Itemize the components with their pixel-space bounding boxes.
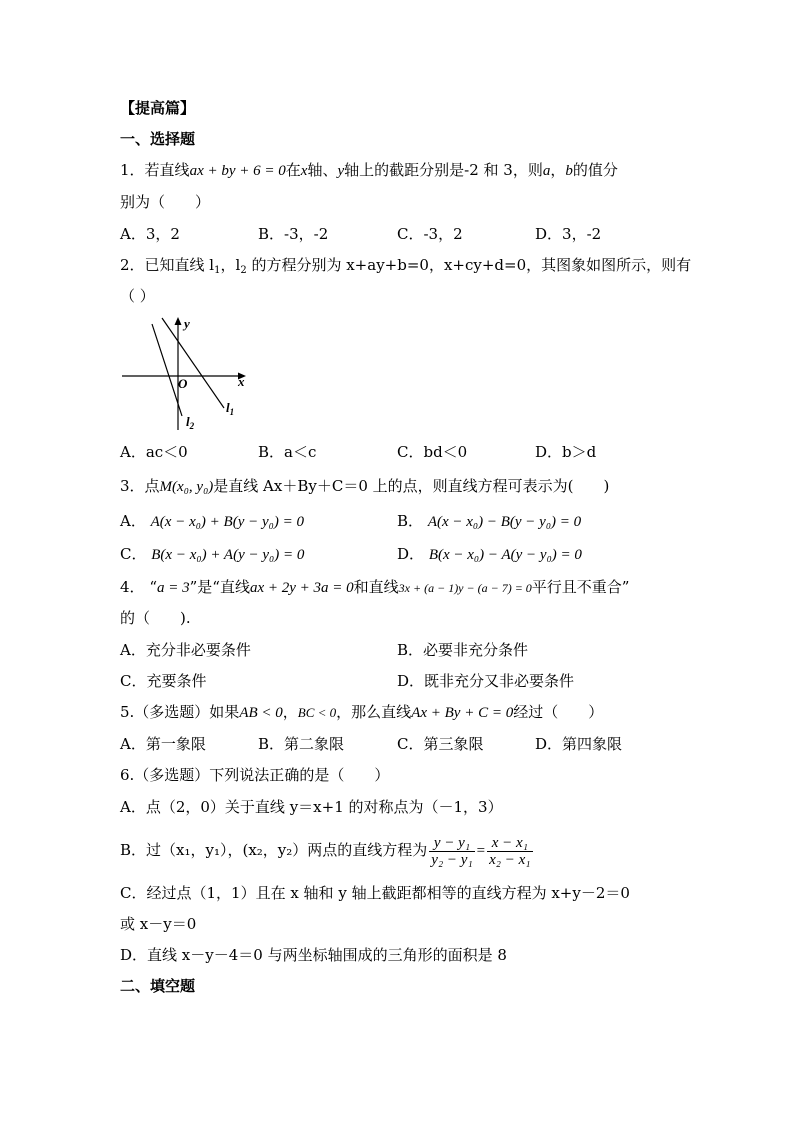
question-3-stem: 3．点M(x₀, y₀)是直线 Ax＋By＋C＝0 上的点，则直线方程可表示为( ) — [120, 477, 610, 495]
line-l1 — [162, 318, 224, 408]
q6-option-d: D．直线 x－y－4＝0 与两坐标轴围成的三角形的面积是 8 — [120, 946, 507, 964]
q6-option-c: C．经过点（1，1）且在 x 轴和 y 轴上截距都相等的直线方程为 x+y－2＝0 — [120, 884, 630, 902]
q6-option-c-line2: 或 x－y＝0 — [120, 915, 197, 933]
question-2-stem: 2．已知直线 $l_1$，$l_2$ 的方程分别为 x+ay+b=0，x+cy+d=0，其图象如图所示，则有 — [120, 256, 692, 276]
origin-label: O — [178, 376, 188, 391]
q3-option-b: B． A(x − x₀) − B(y − y₀) = 0 — [397, 512, 582, 530]
q1-option-a: A．3，2 — [120, 225, 180, 243]
l2-label: $l_2$ — [186, 414, 195, 431]
question-4-stem: 4． “a = 3”是“直线ax + 2y + 3a = 0和直线3x + (a − 1)y − (a − 7) = 0平行且不重合” — [120, 578, 630, 596]
q2-option-a: A．ac＜0 — [120, 443, 188, 461]
q3-point: M(x₀, y₀) — [159, 479, 214, 495]
q5-option-d: D．第四象限 — [535, 735, 623, 753]
q4-option-c: C．充要条件 — [120, 672, 207, 690]
section-title: 【提高篇】 — [120, 99, 196, 117]
q2-option-b: B．a＜c — [258, 443, 317, 461]
question-4-stem-line2: 的（ ). — [120, 609, 191, 627]
q5-option-a: A．第一象限 — [120, 735, 206, 753]
q4-option-a: A．充分非必要条件 — [120, 641, 251, 659]
part1-heading: 一、选择题 — [120, 130, 196, 148]
lines-graph-figure — [120, 312, 260, 434]
q2-option-d: D．b＞d — [535, 443, 597, 461]
q1-option-b: B．-3，-2 — [258, 225, 329, 243]
question-1-stem-line2: 别为（ ） — [120, 193, 211, 211]
q6-option-a: A．点（2，0）关于直线 y＝x+1 的对称点为（－1，3） — [120, 798, 503, 816]
q1-option-c: C．-3，2 — [397, 225, 463, 243]
q1-option-d: D．3，-2 — [535, 225, 602, 243]
q2-option-c: C．bd＜0 — [397, 443, 468, 461]
y-axis-label: y — [184, 316, 190, 331]
y-axis-arrow — [175, 317, 182, 325]
q3-option-c: C． B(x − x₀) + A(y − y₀) = 0 — [120, 545, 305, 563]
q1-equation: ax + by + 6 = 0 — [189, 163, 286, 179]
q3-option-a: A． A(x − x₀) + B(y − y₀) = 0 — [120, 512, 304, 530]
q5-option-b: B．第二象限 — [258, 735, 345, 753]
part2-heading: 二、填空题 — [120, 977, 196, 995]
x-axis-label: x — [238, 374, 245, 389]
question-6-stem: 6.（多选题）下列说法正确的是（ ） — [120, 766, 390, 784]
q3-option-d: D． B(x − x₀) − A(y − y₀) = 0 — [397, 545, 582, 563]
question-2-stem-line2: （ ） — [120, 287, 155, 305]
q6-option-b: B．过（x₁，y₁），(x₂，y₂）两点的直线方程为 $\frac{\text{y − y₁}}{\text{y₂ − y₁}}$ = $\frac{\text{x − x₁}}{\text{x₂ − x₁}}$ — [120, 834, 531, 868]
q4-option-d: D．既非充分又非必要条件 — [397, 672, 575, 690]
question-1-stem: 1．若直线ax + by + 6 = 0在x轴、y轴上的截距分别是-2 和 3，则a，b的值分 — [120, 161, 618, 179]
q5-option-c: C．第三象限 — [397, 735, 484, 753]
l1-label: $l_1$ — [226, 400, 235, 417]
q4-option-b: B．必要非充分条件 — [397, 641, 529, 659]
question-5-stem: 5.（多选题）如果AB < 0，BC < 0，那么直线Ax + By + C = 0经过（ ） — [120, 703, 604, 721]
